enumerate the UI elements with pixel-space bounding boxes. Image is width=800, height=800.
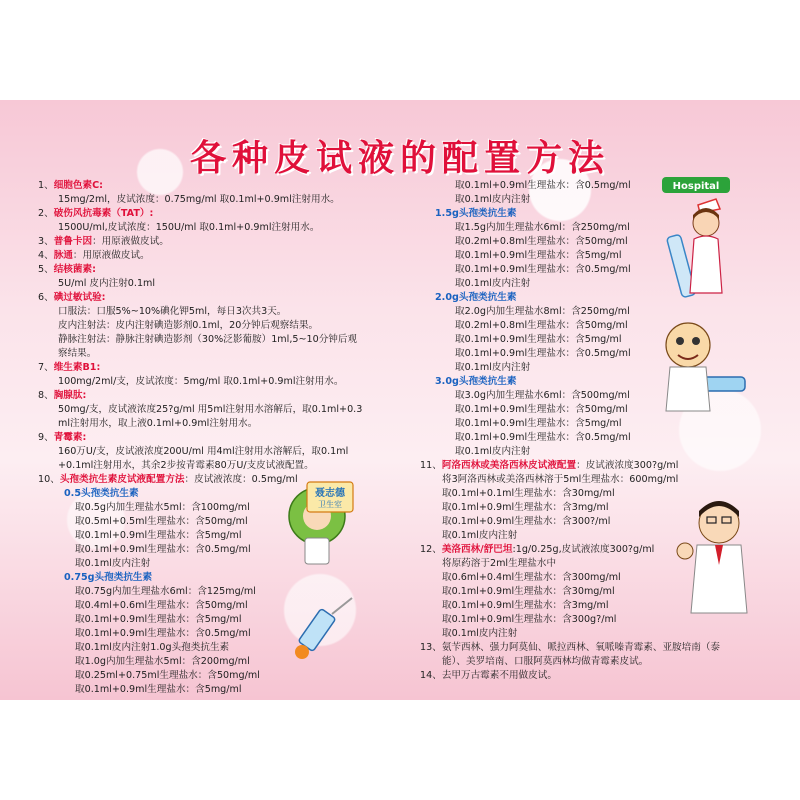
item-number: 5、 <box>38 264 54 275</box>
text-line: 取0.1ml皮内注射 <box>455 278 531 289</box>
item-number: 10、 <box>38 474 60 485</box>
item-9 <box>38 432 86 444</box>
text-line: 取0.1ml皮内注射 <box>442 530 518 541</box>
item-number: 11、 <box>420 460 442 471</box>
item-10 <box>38 474 298 486</box>
text-line: 取3.0g内加生理盐水6ml：含500mg/ml <box>455 390 630 401</box>
text-line: 取0.1ml皮内注射 <box>442 628 518 639</box>
text-line: 取0.2ml+0.8ml生理盐水：含50mg/ml <box>455 320 628 331</box>
item-number: 1、 <box>38 180 54 191</box>
item-number: 14、 <box>420 670 442 681</box>
item-14 <box>420 670 557 682</box>
text-line: 取0.1ml皮内注射 <box>455 362 531 373</box>
item-12 <box>420 544 654 556</box>
text-line: 取0.1ml+0.9ml生理盐水：含0.5mg/ml <box>455 348 631 359</box>
text-line: 取0.5g内加生理盐水5ml：含100mg/ml <box>75 502 250 513</box>
text-line: 160万U/支，皮试液浓度200U/ml 用4ml注射用水溶解后，取0.1ml <box>58 446 349 457</box>
text-line: 取0.1ml皮内注射 <box>455 446 531 457</box>
item-heading: 脉通 <box>53 250 73 261</box>
text-line: 取0.1ml皮内注射 <box>455 194 531 205</box>
item-heading: 结核菌素: <box>53 264 96 275</box>
subheading: 0.5头孢类抗生素 <box>64 488 139 499</box>
item-number: 4、 <box>38 250 54 261</box>
badge-subtitle: 卫生室 <box>318 500 342 509</box>
item-heading: 胸腺肽: <box>53 390 87 401</box>
item-number: 7、 <box>38 362 54 373</box>
subheading: 0.75g头孢类抗生素 <box>64 572 153 583</box>
item-number: 13、 <box>420 642 442 653</box>
text-line: 口服法：口服5%~10%碘化钾5ml，每日3次共3天。 <box>58 306 287 317</box>
item-5 <box>38 264 96 276</box>
text-line: 取0.1ml+0.9ml生理盐水：含3mg/ml <box>442 600 609 611</box>
text-line: 15mg/2ml，皮试浓度：0.75mg/ml 取0.1ml+0.9ml注射用水。 <box>58 194 340 205</box>
subheading: 3.0g头孢类抗生素 <box>435 376 517 387</box>
hospital-sign-text: Hospital <box>672 181 720 192</box>
poster <box>0 100 800 700</box>
thumbs-up-icon <box>677 543 693 559</box>
text-line: 取0.1ml+0.1ml生理盐水：含30mg/ml <box>442 488 615 499</box>
item-heading: 维生素B1: <box>53 362 101 373</box>
text-line: 皮内注射法：皮内注射碘造影剂0.1ml，20分钟后观察结果。 <box>58 320 319 331</box>
doctor-syringe-illustration <box>640 315 755 415</box>
plunger-icon <box>295 645 309 659</box>
item-number: 6、 <box>38 292 54 303</box>
text-line: 取0.1ml+0.9ml生理盐水：含0.5mg/ml <box>455 432 631 443</box>
item-number: 2、 <box>38 208 54 219</box>
item-4 <box>38 250 150 262</box>
text-line: 取0.1ml+0.9ml生理盐水：含0.5mg/ml <box>75 628 251 639</box>
item-1 <box>38 180 103 192</box>
item-heading: 美洛西林/舒巴坦 <box>441 544 513 555</box>
text-line: 取0.1ml+0.9ml生理盐水：含0.5mg/ml <box>455 264 631 275</box>
text-line: 取0.1ml+0.9ml生理盐水：含300?/ml <box>442 516 611 527</box>
eye-icon <box>692 337 700 345</box>
text-line: 取0.1ml皮内注射 <box>75 558 151 569</box>
item-heading: 碘过敏试验: <box>53 292 106 303</box>
text-line: 取2.0g内加生理盐水8ml：含250mg/ml <box>455 306 630 317</box>
text-line: 取0.5ml+0.5ml生理盐水：含50mg/ml <box>75 516 248 527</box>
text-line: 取0.1ml+0.9ml生理盐水：含5mg/ml <box>75 614 242 625</box>
text-line: 取0.1ml+0.9ml生理盐水：含300g?/ml <box>442 614 617 625</box>
item-11 <box>420 460 678 472</box>
syringe-barrel-icon <box>298 608 336 651</box>
item-7 <box>38 362 100 374</box>
text-line: 取0.1ml皮内注射1.0g头孢类抗生素 <box>75 642 230 653</box>
item-text: :1g/0.25g,皮试液浓度300?g/ml <box>512 544 655 555</box>
text-line: 取0.1ml+0.9ml生理盐水：含3mg/ml <box>442 502 609 513</box>
subheading: 2.0g头孢类抗生素 <box>435 292 517 303</box>
item-number: 9、 <box>38 432 54 443</box>
item-text: 氨苄西林、强力阿莫仙、哌拉西林、氧哌嗪青霉素、亚胺培南（泰 <box>441 642 721 653</box>
item-text: ：皮试液浓度300?g/ml <box>576 460 679 471</box>
item-heading: 破伤风抗毒素（TAT）: <box>53 208 154 219</box>
text-line: ml注射用水，取上液0.1ml+0.9ml注射用水。 <box>58 418 258 429</box>
text-line: 取0.1ml+0.9ml生理盐水：含50mg/ml <box>455 404 628 415</box>
item-6 <box>38 292 106 304</box>
doctor-thumbs-up-illustration <box>675 495 760 615</box>
item-number: 12、 <box>420 544 442 555</box>
item-heading: 细胞色素C: <box>53 180 103 191</box>
needle-icon <box>332 598 352 614</box>
poster-title: 各种皮试液的配置方法 <box>189 137 610 179</box>
item-text: ：用原液做皮试。 <box>72 250 150 261</box>
coat-icon <box>666 367 710 411</box>
text-line: 取0.1ml+0.9ml生理盐水：含5mg/ml <box>455 250 622 261</box>
text-line: 取0.1ml+0.9ml生理盐水：含5mg/ml <box>455 334 622 345</box>
item-heading: 普鲁卡因 <box>53 236 93 247</box>
text-line: 取1.5g内加生理盐水6ml：含250mg/ml <box>455 222 630 233</box>
text-line: 取0.1ml+0.9ml生理盐水：含0.5mg/ml <box>455 180 631 191</box>
badge-name: 聂志德 <box>315 488 345 499</box>
subheading: 1.5g头孢类抗生素 <box>435 208 517 219</box>
text-line: 将原药溶于2ml生理盐水中 <box>442 558 557 569</box>
text-line: 取0.1ml+0.9ml生理盐水：含5mg/ml <box>455 418 622 429</box>
item-2 <box>38 208 153 220</box>
text-line: +0.1ml注射用水，其余2步按青霉素80万U/支皮试液配置。 <box>58 460 314 471</box>
text-line: 取0.1ml+0.9ml生理盐水：含5mg/ml <box>75 530 242 541</box>
item-text: ：皮试液浓度：0.5mg/ml <box>184 474 298 485</box>
item-heading: 头孢类抗生素皮试液配置方法 <box>59 474 185 485</box>
text-line: 1500U/ml,皮试浓度：150U/ml 取0.1ml+0.9ml注射用水。 <box>58 222 320 233</box>
nurse-body-icon <box>690 236 722 293</box>
item-8 <box>38 390 86 402</box>
item-3 <box>38 236 169 248</box>
text-line: 取1.0g内加生理盐水5ml：含200mg/ml <box>75 656 250 667</box>
text-line: 取0.4ml+0.6ml生理盐水：含50mg/ml <box>75 600 248 611</box>
text-line: 能）、美罗培南、口服阿莫西林均做青霉素皮试。 <box>442 656 649 667</box>
text-line: 取0.25ml+0.75ml生理盐水：含50mg/ml <box>75 670 260 681</box>
text-line: 察结果。 <box>58 348 97 359</box>
item-heading: 阿洛西林或美洛西林皮试液配置 <box>441 460 577 471</box>
doctor-face-icon <box>666 323 710 367</box>
text-line: 取0.1ml+0.9ml生理盐水：含0.5mg/ml <box>75 544 251 555</box>
badge-doctor-illustration <box>285 478 355 568</box>
text-line: 取0.2ml+0.8ml生理盐水：含50mg/ml <box>455 236 628 247</box>
item-13 <box>420 642 720 654</box>
text-line: 取0.1ml+0.9ml生理盐水：含30mg/ml <box>442 586 615 597</box>
text-line: 将3阿洛西林或美洛西林溶于5ml生理盐水：600mg/ml <box>442 474 679 485</box>
item-heading: 青霉素: <box>53 432 87 443</box>
item-number: 8、 <box>38 390 54 401</box>
badge-coat-icon <box>305 538 329 564</box>
item-number: 3、 <box>38 236 54 247</box>
text-line: 取0.75g内加生理盐水6ml：含125mg/ml <box>75 586 256 597</box>
text-line: 5U/ml 皮内注射0.1ml <box>58 278 156 289</box>
text-line: 50mg/支，皮试液浓度25?g/ml 用5ml注射用水溶解后，取0.1ml+0.3 <box>58 404 363 415</box>
nurse-syringe-illustration <box>660 175 740 310</box>
text-line: 100mg/2ml/支，皮试浓度：5mg/ml 取0.1ml+0.9ml注射用水。 <box>58 376 344 387</box>
eye-icon <box>676 337 684 345</box>
small-syringe-illustration <box>288 592 368 662</box>
item-text: 去甲万古霉素不用做皮试。 <box>441 670 557 681</box>
text-line: 取0.1ml+0.9ml生理盐水：含5mg/ml <box>75 684 242 695</box>
text-line: 取0.6ml+0.4ml生理盐水：含300mg/ml <box>442 572 621 583</box>
item-text: ：用原液做皮试。 <box>92 236 169 247</box>
text-line: 静脉注射法：静脉注射碘造影剂（30%泛影葡胺）1ml,5~10分钟后观 <box>58 334 358 345</box>
